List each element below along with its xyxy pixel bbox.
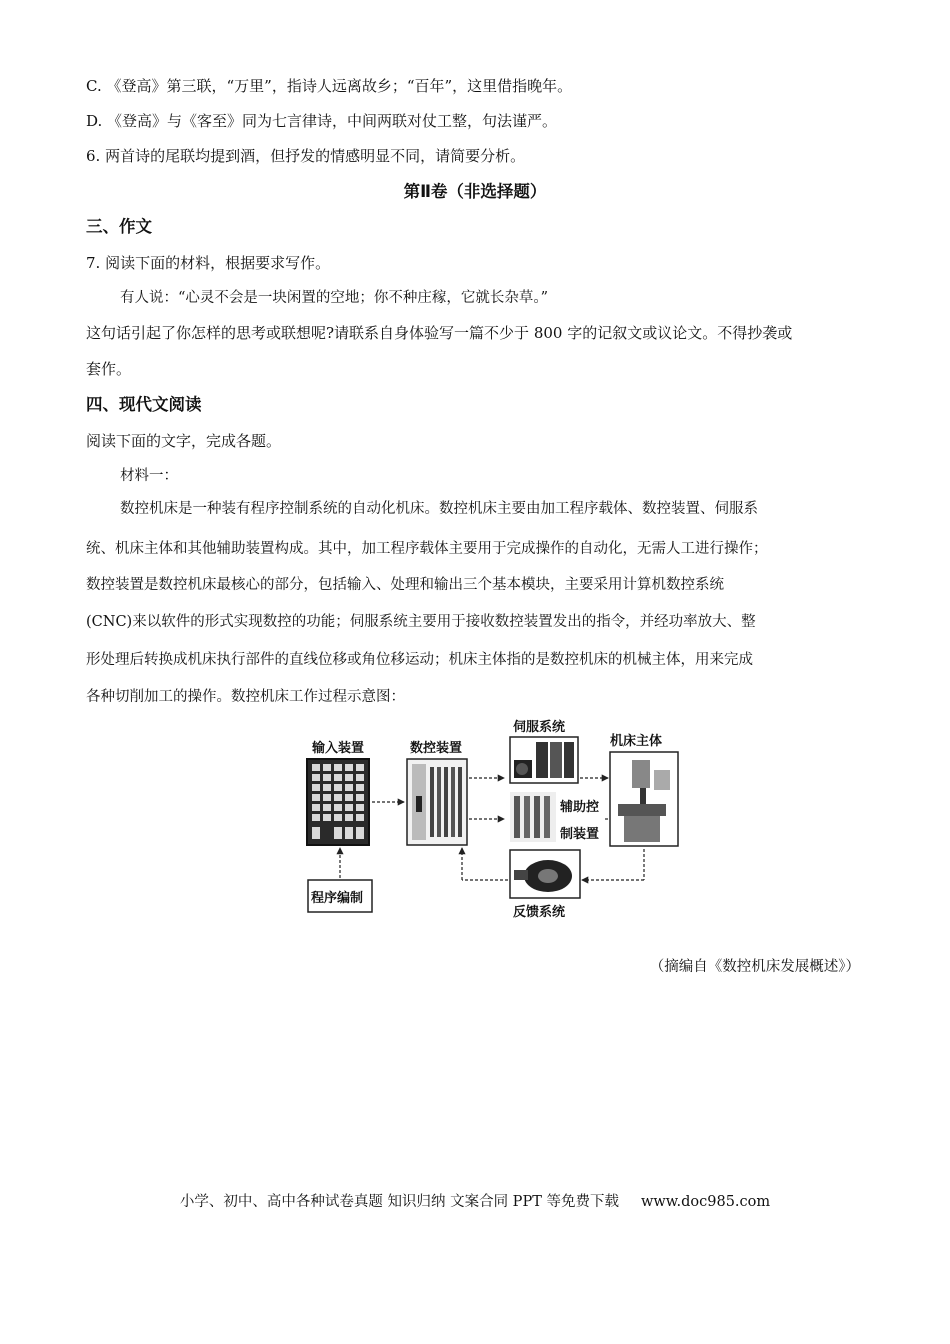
paragraph-line: 形处理后转换成机床执行部件的直线位移或角位移运动；机床主体指的是数控机床的机械主体，用来完成 [86, 652, 753, 668]
paragraph-line: 数控机床是一种装有程序控制系统的自动化机床。数控机床主要由加工程序载体、数控装置、伺服系 [120, 501, 758, 517]
programming-label: 程序编制 [311, 891, 364, 906]
machine-body-label: 机床主体 [610, 734, 663, 749]
footer-url[interactable]: www.doc985.com [640, 1194, 771, 1210]
feedback-encoder-image [510, 850, 580, 898]
question-7: 7. 阅读下面的材料，根据要求写作。 [86, 254, 331, 272]
servo-label: 伺服系统 [513, 720, 566, 735]
aux-control-image [510, 792, 556, 842]
material-label: 材料一： [120, 468, 178, 484]
cnc-device-label: 数控装置 [410, 741, 463, 756]
cnc-device-image [407, 759, 467, 845]
writing-instruction-2: 套作。 [86, 360, 132, 378]
aux-control-label-2: 制装置 [560, 827, 600, 842]
keypad-image [307, 759, 369, 845]
option-d: D. 《登高》与《客至》同为七言律诗，中间两联对仗工整，句法谨严。 [86, 112, 558, 130]
paragraph-line: 统、机床主体和其他辅助装置构成。其中，加工程序载体主要用于完成操作的自动化，无需人工进行操作； [86, 541, 768, 557]
question-6: 6. 两首诗的尾联均提到酒，但抒发的情感明显不同，请简要分析。 [86, 147, 526, 165]
section-2-title: 第Ⅱ卷（非选择题） [403, 182, 547, 201]
reading-intro: 阅读下面的文字，完成各题。 [86, 432, 282, 450]
page-footer [0, 1190, 950, 1211]
source-citation: （摘编自《数控机床发展概述》） [649, 959, 860, 975]
option-c: C. 《登高》第三联，“万里”，指诗人远离故乡；“百年”，这里借指晚年。 [86, 77, 573, 95]
section-4-heading: 四、现代文阅读 [86, 395, 202, 414]
machine-body-image [610, 752, 678, 846]
quote: 有人说：“心灵不会是一块闲置的空地；你不种庄稼，它就长杂草。” [120, 290, 549, 306]
aux-control-label-1: 辅助控 [560, 800, 600, 815]
cnc-process-diagram [300, 712, 690, 924]
feedback-label: 反馈系统 [513, 905, 566, 920]
section-3-heading: 三、作文 [86, 217, 152, 236]
writing-instruction-1: 这句话引起了你怎样的思考或联想呢?请联系自身体验写一篇不少于 800 字的记叙文或议论文。不得抄袭或 [86, 324, 793, 342]
paragraph-line: (CNC)来以软件的形式实现数控的功能；伺服系统主要用于接收数控装置发出的指令，并经功率放大、整 [86, 614, 756, 630]
input-device-label: 输入装置 [312, 741, 365, 756]
footer-text: 小学、初中、高中各种试卷真题 知识归纳 文案合同 PPT 等免费下载 [179, 1194, 619, 1210]
paragraph-line: 各种切削加工的操作。数控机床工作过程示意图： [86, 689, 405, 705]
paragraph-line: 数控装置是数控机床最核心的部分，包括输入、处理和输出三个基本模块，主要采用计算机数控系统 [86, 577, 724, 593]
servo-image [510, 737, 578, 783]
